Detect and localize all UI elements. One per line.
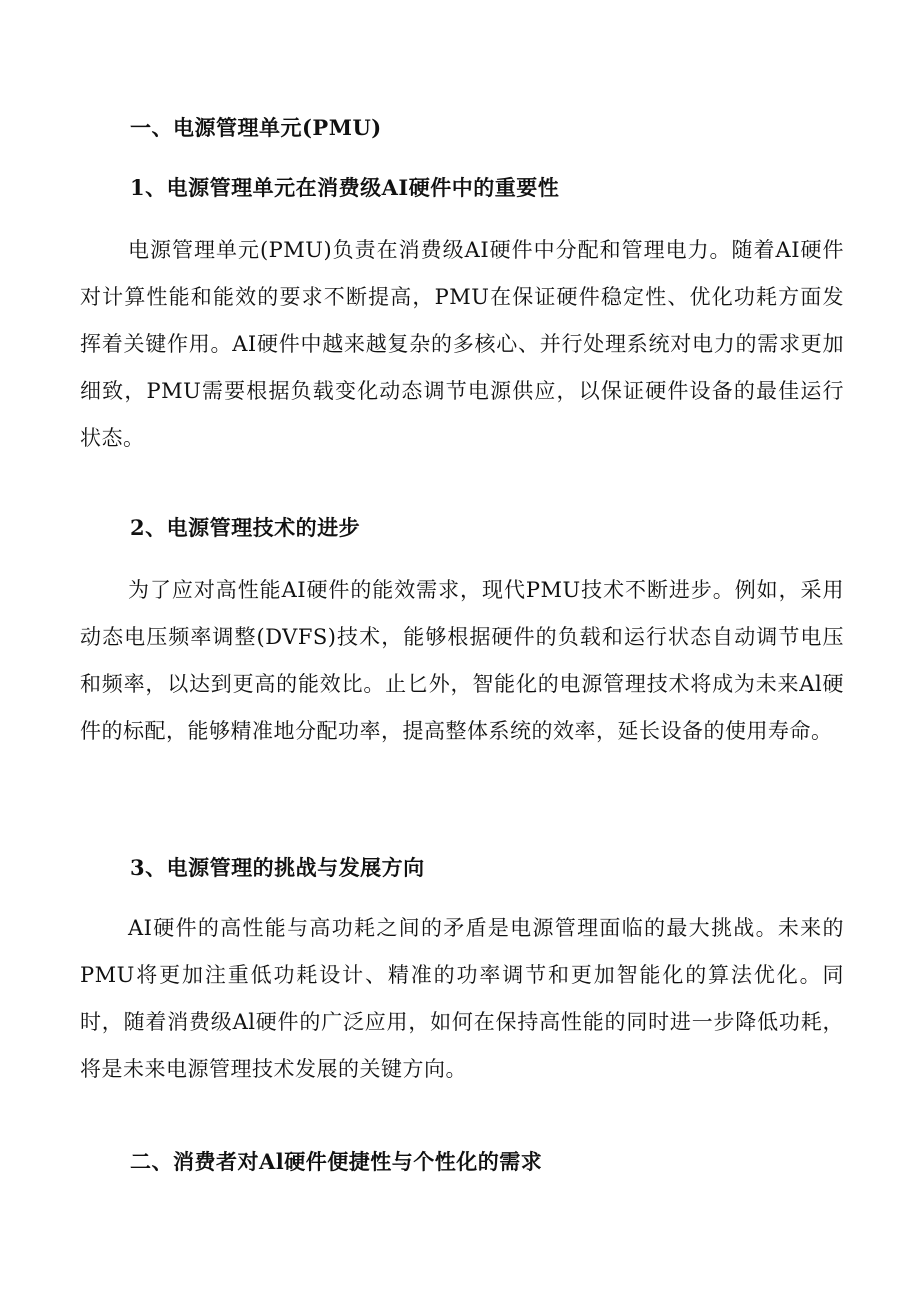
section-heading-pmu: 一、电源管理单元(PMU) <box>130 115 382 140</box>
paragraph-challenges: AI硬件的高性能与高功耗之间的矛盾是电源管理面临的最大挑战。未来的PMU将更加注重低功耗设计、精准的功率调节和更加智能化的算法优化。同时，随着消费级Al硬件的广泛应用，如何在保持高性能的同时进一步降低功耗，将是未来电源管理技术发展的关键方向。 <box>80 916 844 1081</box>
subsection-title-progress: 2、电源管理技术的进步 <box>130 515 361 540</box>
paragraph-importance: 电源管理单元(PMU)负责在消费级AI硬件中分配和管理电力。随着AI硬件对计算性能和能效的要求不断提高，PMU在保证硬件稳定性、优化功耗方面发挥着关键作用。AI硬件中越来越复杂的多核心、并行处理系统对电力的需求更加细致，PMU需要根据负载变化动态调节电源供应，以保证硬件设备的最佳运行状态。 <box>80 238 844 450</box>
subsection-title-importance: 1、电源管理单元在消费级AI硬件中的重要性 <box>130 175 560 200</box>
section-heading-consumer-needs: 二、消费者对Al硬件便捷性与个性化的需求 <box>130 1149 543 1174</box>
subsection-title-challenges: 3、电源管理的挑战与发展方向 <box>130 855 425 880</box>
paragraph-progress: 为了应对高性能AI硬件的能效需求，现代PMU技术不断进步。例如，采用动态电压频率调整(DVFS)技术，能够根据硬件的负载和运行状态自动调节电压和频率，以达到更高的能效比。止匕外，智能化的电源管理技术将成为未来Al硬件的标配，能够精准地分配功率，提高整体系统的效率，延长设备的使用寿命。 <box>80 578 844 743</box>
